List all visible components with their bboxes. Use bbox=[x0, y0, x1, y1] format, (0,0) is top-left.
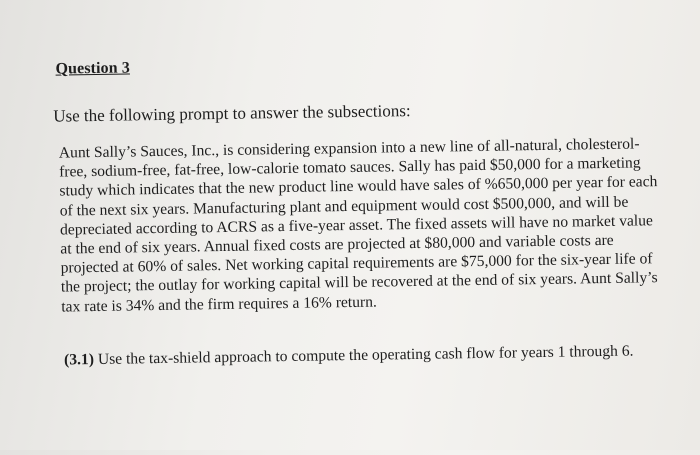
subquestion-3-1 bbox=[64, 343, 634, 370]
problem-line: depreciated according to ACRS as a five-year asset. The fixed assets will have no market value bbox=[59, 212, 654, 239]
prompt-instruction: Use the following prompt to answer the subsections: bbox=[53, 101, 411, 126]
problem-line: Aunt Sally’s Sauces, Inc., is considering expansion into a new line of all-natural, cholesterol- bbox=[58, 135, 640, 162]
subquestion-text: Use the tax-shield approach to compute the operating cash flow for years 1 through 6. bbox=[93, 342, 634, 369]
subquestion-number: (3.1) bbox=[63, 351, 95, 369]
problem-line: the project; the outlay for working capital will be recovered at the end of six years. Aunt Sally’s bbox=[60, 269, 658, 296]
problem-line: tax rate is 34% and the firm requires a 16% return. bbox=[61, 293, 378, 316]
problem-line: free, sodium-free, fat-free, low-calorie tomato sauces. Sally has paid $50,000 for a marketing bbox=[59, 154, 641, 181]
problem-line: of the next six years. Manufacturing plant and equipment would cost $500,000, and will be bbox=[59, 193, 629, 220]
problem-statement bbox=[59, 134, 692, 317]
question-heading: Question 3 bbox=[55, 59, 130, 78]
problem-line: study which indicates that the new product line would have sales of %650,000 per year for each bbox=[59, 173, 658, 200]
problem-line: at the end of six years. Annual fixed costs are projected at $80,000 and variable costs are bbox=[60, 231, 614, 258]
problem-line: projected at 60% of sales. Net working capital requirements are $75,000 for the six-year life of bbox=[60, 250, 653, 277]
